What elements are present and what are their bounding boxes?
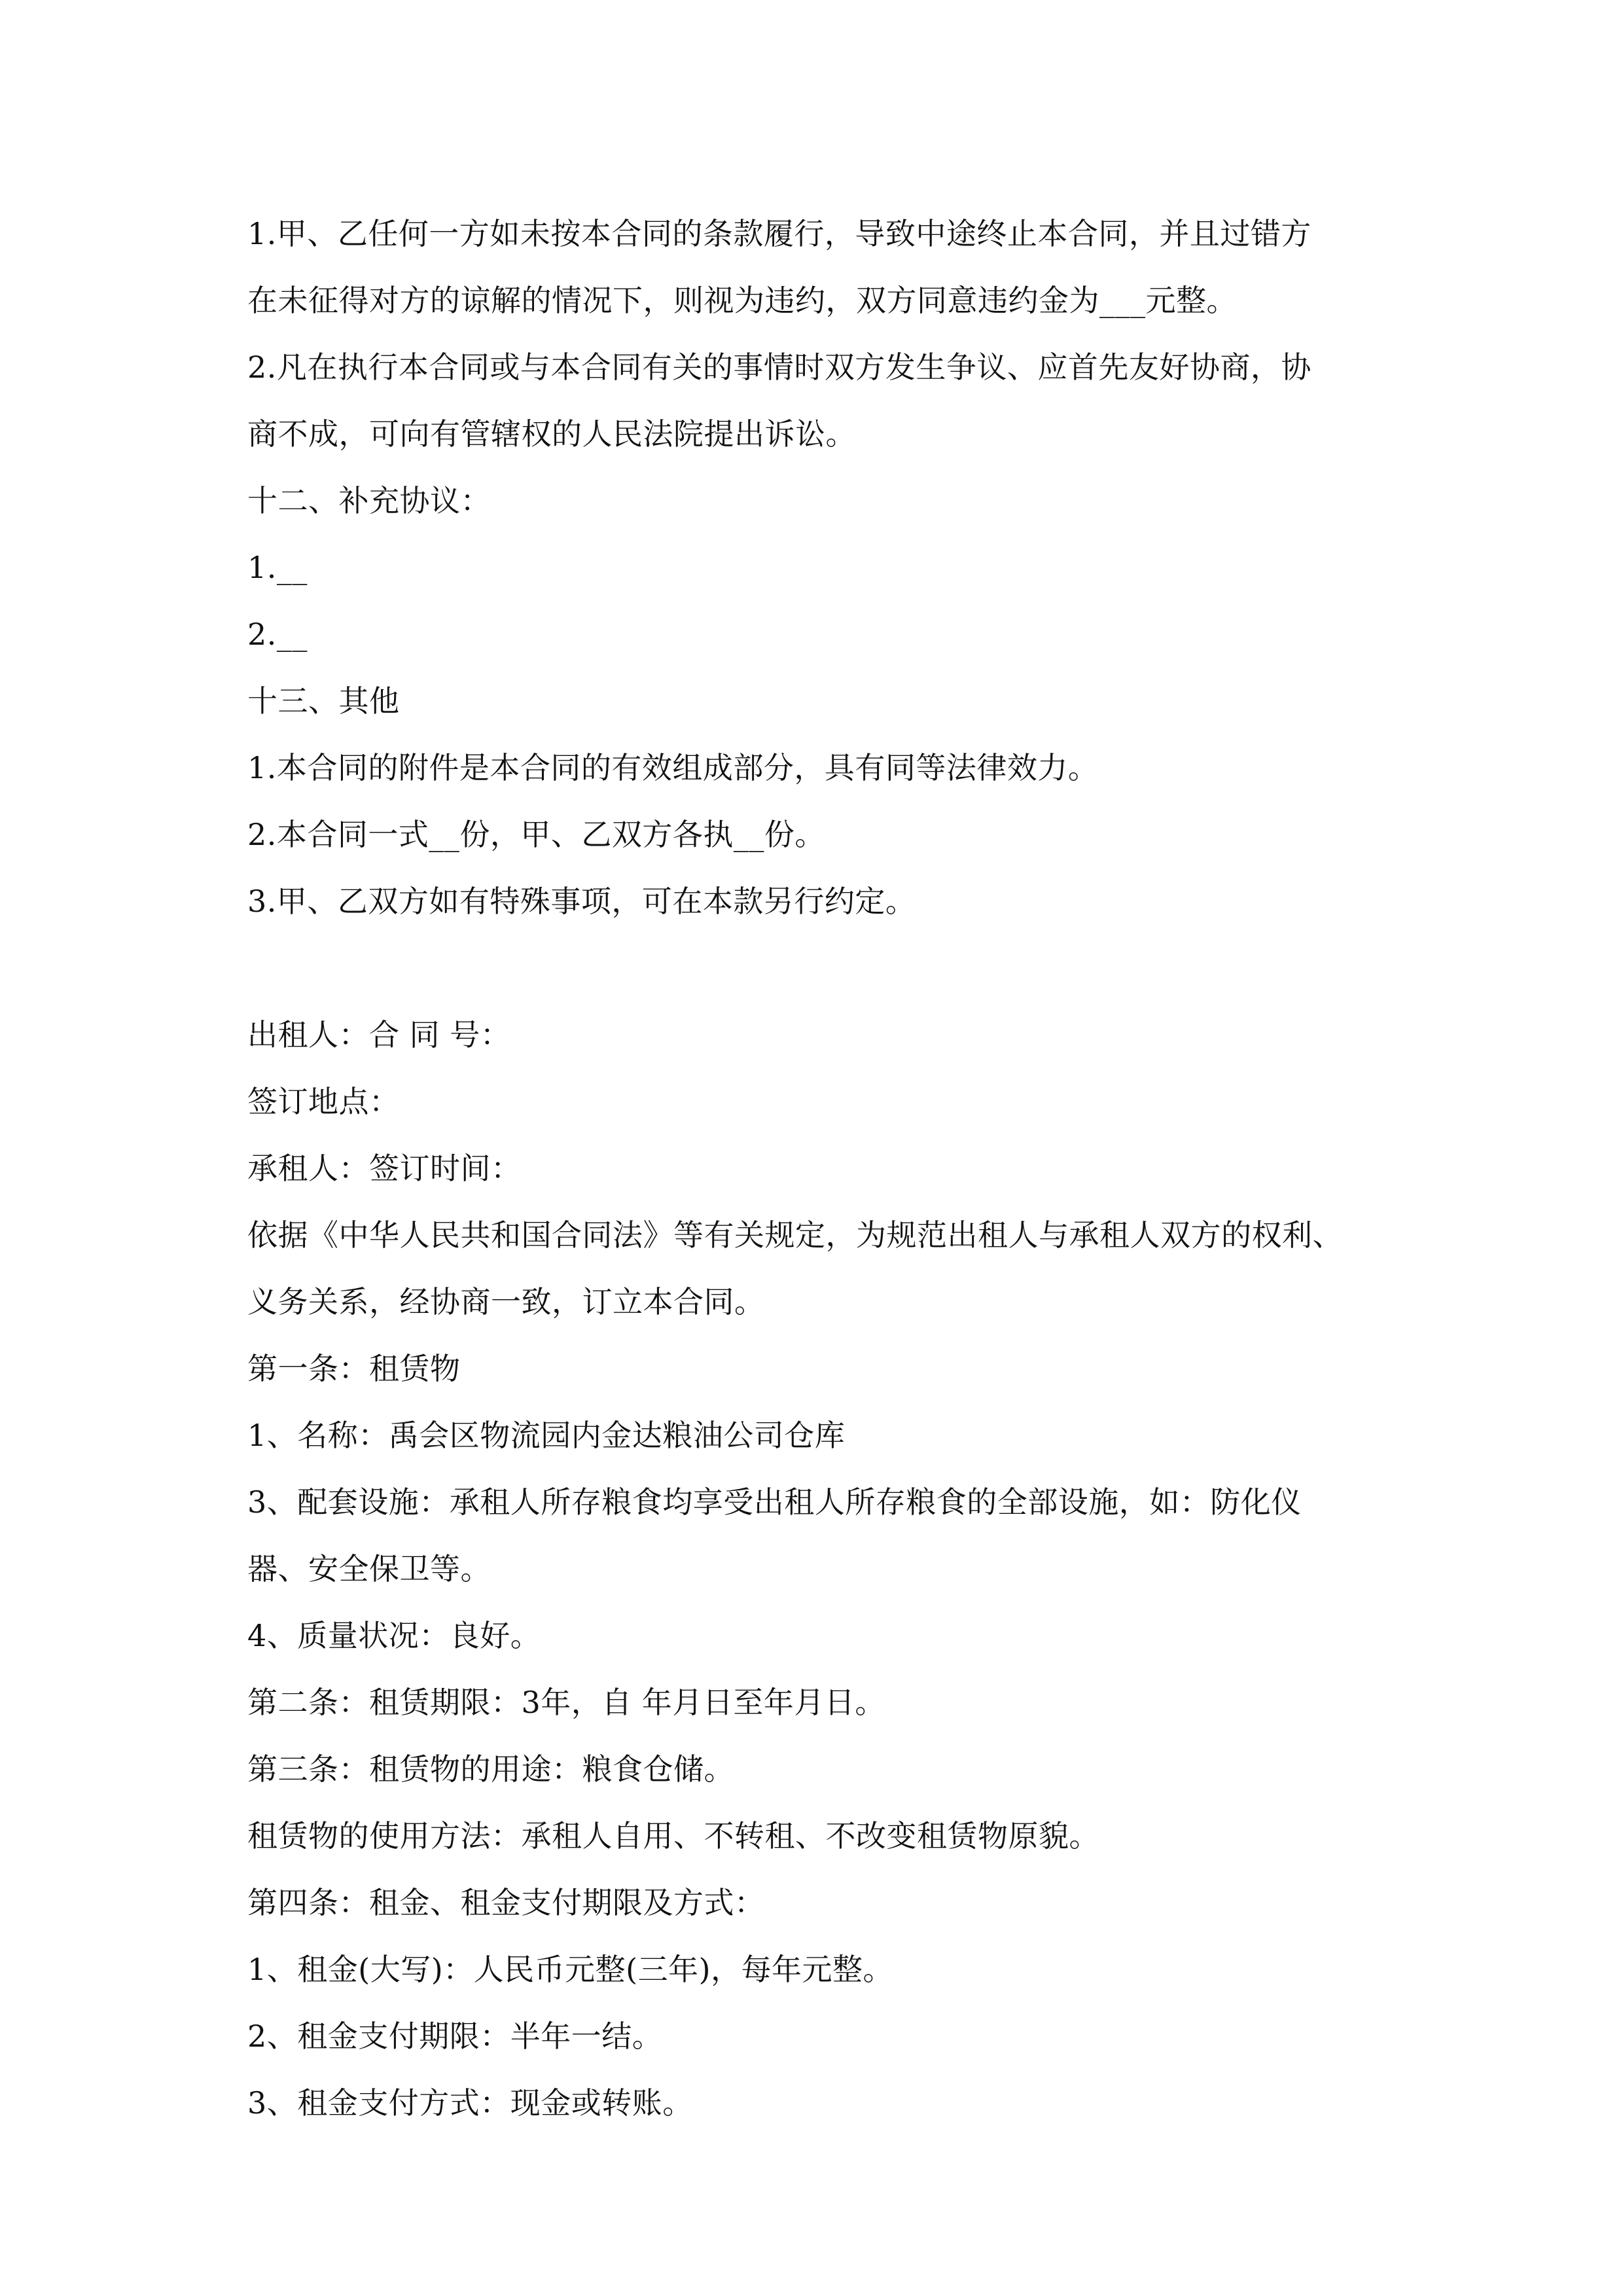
text-line: 在未征得对方的谅解的情况下，则视为违约，双方同意违约金为___元整。 xyxy=(247,283,1237,318)
text-line: 2、租金支付期限：半年一结。 xyxy=(247,2018,663,2054)
text-line: 1.__ xyxy=(247,550,308,585)
text-line: 签订地点： xyxy=(247,1084,400,1119)
text-line: 1.本合同的附件是本合同的有效组成部分，具有同等法律效力。 xyxy=(247,750,1099,785)
text-line: 3.甲、乙双方如有特殊事项，可在本款另行约定。 xyxy=(247,884,916,919)
section-heading: 十三、其他 xyxy=(247,683,400,719)
section-heading: 第四条：租金、租金支付期限及方式： xyxy=(247,1885,765,1920)
section-heading: 第三条：租赁物的用途：粮食仓储。 xyxy=(247,1751,734,1787)
text-line: 承租人：签订时间： xyxy=(247,1151,522,1186)
section-heading: 十二、补充协议： xyxy=(247,483,491,518)
document-page xyxy=(247,200,1390,2136)
text-line: 1、租金(大写)：人民币元整(三年)，每年元整。 xyxy=(247,1952,894,1987)
text-line: 义务关系，经协商一致，订立本合同。 xyxy=(247,1284,765,1319)
text-line: 4、质量状况：良好。 xyxy=(247,1618,541,1653)
text-line: 租赁物的使用方法：承租人自用、不转租、不改变租赁物原貌。 xyxy=(247,1818,1099,1854)
text-line: 2.__ xyxy=(247,617,308,652)
section-heading: 第二条：租赁期限：3年，自 年月日至年月日。 xyxy=(247,1685,885,1720)
text-line: 1、名称：禹会区物流园内金达粮油公司仓库 xyxy=(247,1418,846,1453)
text-line: 1.甲、乙任何一方如未按本合同的条款履行，导致中途终止本合同，并且过错方 xyxy=(247,216,1311,251)
text-line: 器、安全保卫等。 xyxy=(247,1551,491,1587)
text-line: 2.本合同一式__份，甲、乙双方各执__份。 xyxy=(247,817,825,852)
paragraph-gap xyxy=(247,935,1390,1001)
text-line: 依据《中华人民共和国合同法》等有关规定，为规范出租人与承租人双方的权利、 xyxy=(247,1217,1343,1253)
text-line: 出租人：合 同 号： xyxy=(247,1017,511,1052)
section-heading: 第一条：租赁物 xyxy=(247,1351,461,1386)
text-line: 3、配套设施：承租人所存粮食均享受出租人所存粮食的全部设施，如：防化仪 xyxy=(247,1484,1302,1520)
text-line: 3、租金支付方式：现金或转账。 xyxy=(247,2085,693,2121)
text-line: 2.凡在执行本合同或与本合同有关的事情时双方发生争议、应首先友好协商，协 xyxy=(247,350,1311,385)
text-line: 商不成，可向有管辖权的人民法院提出诉讼。 xyxy=(247,416,856,452)
